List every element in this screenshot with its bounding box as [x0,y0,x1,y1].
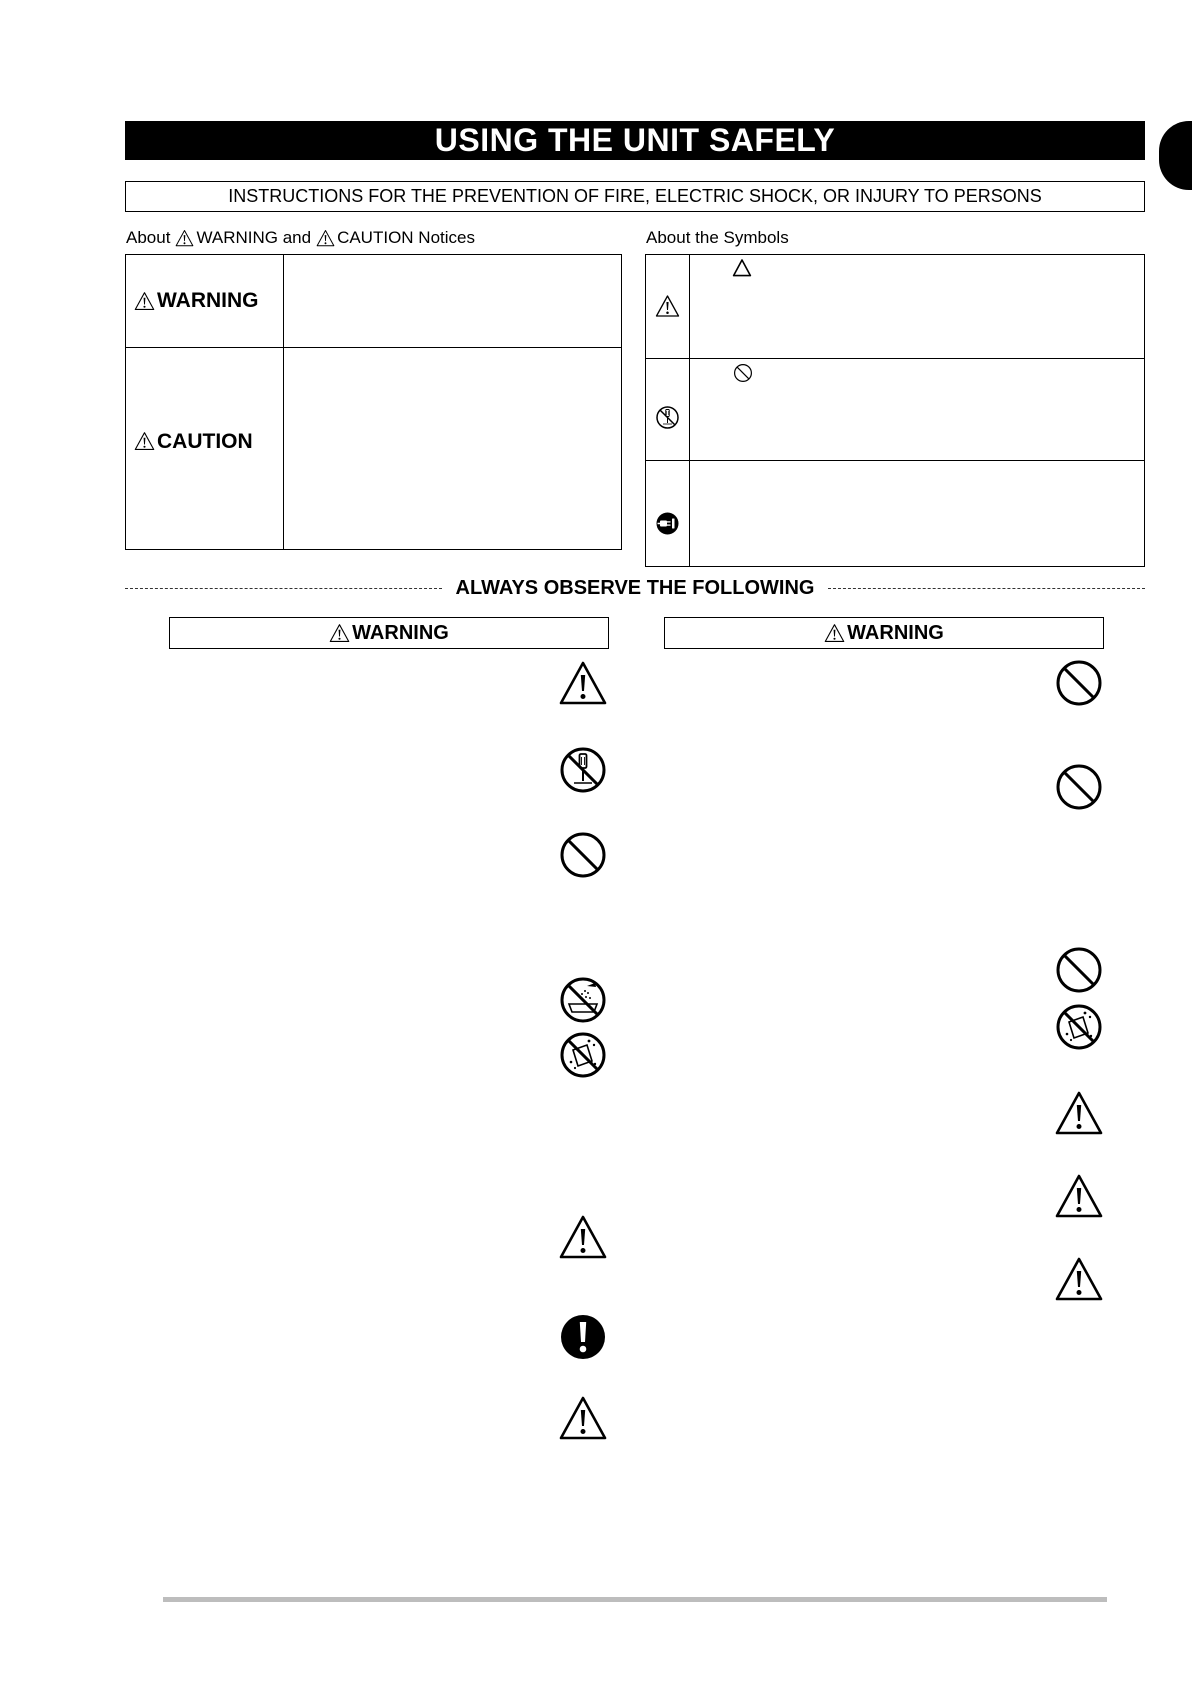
left-warning-label: WARNING [352,621,449,644]
warning-label: WARNING [157,289,259,312]
dashed-rule-left [125,588,442,589]
instructions-banner: INSTRUCTIONS FOR THE PREVENTION OF FIRE, ELECTRIC SHOCK, OR INJURY TO PERSONS [125,181,1145,212]
warning-triangle-icon [329,623,350,644]
warning-icon [558,1213,608,1263]
small-triangle-icon [732,258,752,278]
prohibition-icon [1054,762,1104,812]
caution-label-cell [126,348,284,549]
page-title: USING THE UNIT SAFELY [125,121,1145,160]
warning-triangle-icon [655,294,680,319]
notices-heading-warning: WARNING and [196,228,312,247]
caution-description-cell [284,348,621,549]
prohibition-icon [1054,658,1104,708]
section-title: ALWAYS OBSERVE THE FOLLOWING [455,576,815,599]
no-liquid-icon [1054,1002,1104,1052]
notices-table [125,254,622,550]
symbol-row-1-icon-cell [646,255,690,359]
notices-heading-prefix: About [126,228,171,247]
warning-triangle-icon [134,431,155,452]
no-liquid-icon [558,1030,608,1080]
right-warning-header [664,617,1104,649]
warning-icon [558,1394,608,1444]
section-heading [125,576,1145,600]
left-warning-header [169,617,609,649]
symbol-row-1-text-cell [690,255,1144,359]
warning-triangle-icon [175,229,194,248]
symbols-heading: About the Symbols [646,228,789,247]
warning-icon [1054,1172,1104,1222]
mandatory-icon [558,1312,608,1362]
warning-triangle-icon [134,291,155,312]
warning-icon [558,659,608,709]
symbol-row-2-icon-cell [646,359,690,461]
symbol-row-3-text-cell [690,461,1144,566]
caution-label: CAUTION [157,429,253,453]
warning-description-cell [284,255,621,348]
footer-rule [163,1597,1107,1602]
warning-icon [1054,1255,1104,1305]
dashed-rule-right [828,588,1145,589]
warning-triangle-icon [824,623,845,644]
symbol-row-2-text-cell [690,359,1144,461]
unplug-icon [655,511,680,536]
chapter-tab [1159,121,1192,190]
warning-icon [1054,1089,1104,1139]
small-prohibition-icon [733,363,753,383]
do-not-disassemble-icon [558,745,608,795]
warning-label-cell [126,255,284,348]
prohibition-icon [558,830,608,880]
warning-triangle-icon [316,229,335,248]
right-warning-label: WARNING [847,621,944,644]
symbols-table [645,254,1145,567]
symbol-row-3-icon-cell [646,461,690,566]
do-not-disassemble-icon [655,405,680,430]
notices-heading [126,227,475,249]
notices-heading-caution: CAUTION Notices [337,228,475,247]
prohibition-icon [1054,945,1104,995]
no-water-icon [558,975,608,1025]
